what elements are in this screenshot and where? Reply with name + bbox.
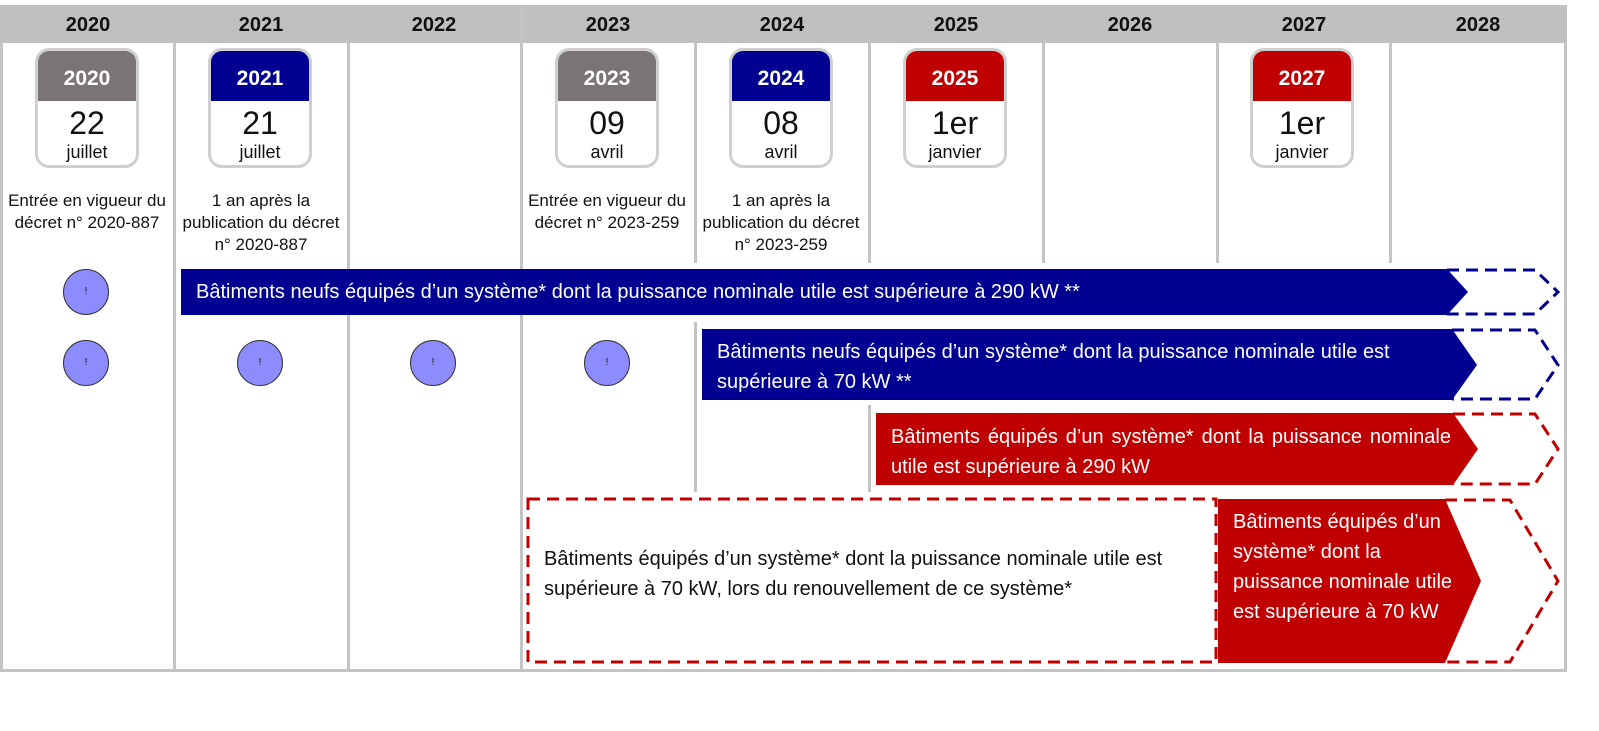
year-header-2027: 2027 — [1281, 14, 1327, 36]
year-header-2026: 2026 — [1107, 14, 1153, 36]
calendar-month: juillet — [66, 142, 108, 162]
year-header-2021: 2021 — [238, 14, 284, 36]
calendar-year: 2025 — [906, 51, 1004, 101]
year-header-2024: 2024 — [759, 14, 805, 36]
bar-renouvellement-70-label: Bâtiments équipés d’un système* dont la puissance nominale utile est supérieure à 70 kW, lors du renouvellement de ce système* — [544, 548, 1163, 600]
calendar-day: 09 — [589, 105, 625, 141]
event-description-2024: 1 an après la publication du décret n° 2023-259 — [702, 191, 860, 254]
event-description-2020: Entrée en vigueur du décret n° 2020-887 — [8, 191, 166, 232]
calendar-day: 21 — [242, 105, 278, 141]
warning-marker-icon: ! — [237, 340, 283, 386]
calendar-year: 2027 — [1253, 51, 1351, 101]
bar-neufs-290-label: Bâtiments neufs équipés d’un système* dont la puissance nominale utile est supérieure à 290 kW ** — [196, 281, 1080, 303]
warning-marker-icon: ! — [63, 340, 109, 386]
year-header-2023: 2023 — [585, 14, 631, 36]
calendar-year: 2024 — [732, 51, 830, 101]
calendar-year: 2020 — [38, 51, 136, 101]
warning-marker-icon: ! — [410, 340, 456, 386]
event-description-2023: Entrée en vigueur du décret n° 2023-259 — [528, 191, 686, 232]
calendar-day: 1er — [1278, 105, 1326, 141]
year-header-2028: 2028 — [1455, 14, 1501, 36]
bar-existants-290-label: Bâtiments équipés d’un système* dont la puissance nominale utile est supérieure à 290 kW — [891, 426, 1451, 478]
calendar-month: juillet — [239, 142, 281, 162]
warning-marker-icon: ! — [584, 340, 630, 386]
year-header-2025: 2025 — [933, 14, 979, 36]
calendar-day: 1er — [931, 105, 979, 141]
calendar-month: avril — [590, 142, 624, 162]
calendar-month: janvier — [928, 142, 982, 162]
calendar-year: 2021 — [211, 51, 309, 101]
year-header-2022: 2022 — [411, 14, 457, 36]
year-header-2020: 2020 — [65, 14, 111, 36]
calendar-day: 22 — [69, 105, 105, 141]
event-description-2021: 1 an après la publication du décret n° 2020-887 — [182, 191, 340, 254]
calendar-month: avril — [764, 142, 798, 162]
bar-neufs-70-label: Bâtiments neufs équipés d’un système* dont la puissance nominale utile est supérieure à 70 kW ** — [717, 341, 1390, 393]
bar-existants-70-label: Bâtiments équipés d’un système* dont la puissance nominale utile est supérieure à 70 kW — [1233, 511, 1453, 623]
calendar-day: 08 — [763, 105, 799, 141]
calendar-month: janvier — [1275, 142, 1329, 162]
warning-marker-icon: ! — [63, 269, 109, 315]
calendar-year: 2023 — [558, 51, 656, 101]
